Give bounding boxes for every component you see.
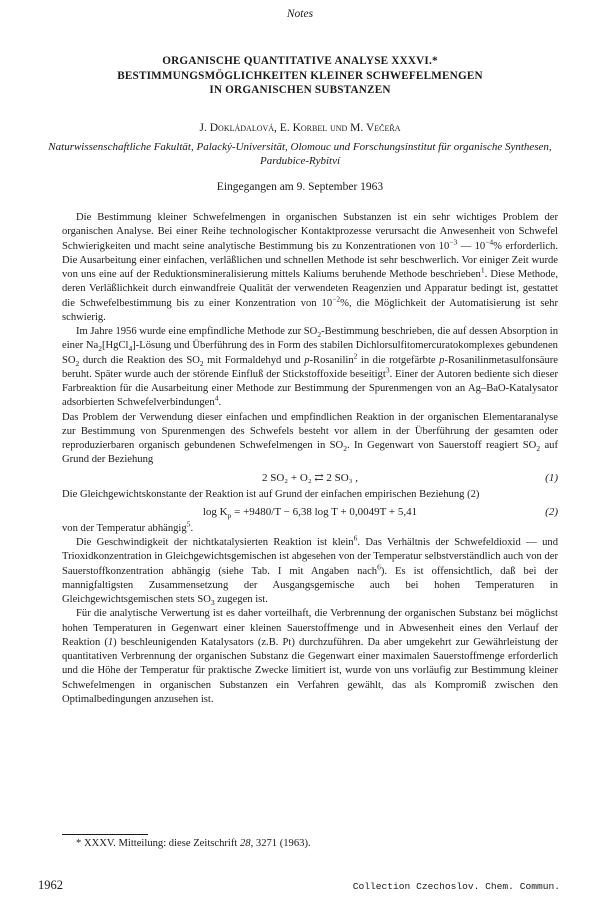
- reference-mark: 4: [214, 393, 219, 403]
- paragraph-4: Die Gleichgewichtskonstante der Reaktion ist auf Grund der einfachen empirischen Beziehung (2): [62, 488, 480, 500]
- paragraph-5: von der Temperatur abhängig$^5$.: [62, 519, 194, 534]
- equation-2-formula: $\log K_p = +9480/T - 6,38$ log T + 0,0049T + 5,41: [202, 505, 418, 520]
- title-line-1: ORGANISCHE QUANTITATIVE ANALYSE XXXVI.*: [162, 55, 438, 67]
- reference-mark: 2: [353, 350, 358, 360]
- reference-mark: 6: [353, 533, 358, 543]
- equation-1: [62, 468, 558, 488]
- title-line-3: IN ORGANISCHEN SUBSTANZEN: [209, 84, 391, 96]
- running-head: Notes: [286, 8, 314, 20]
- equation-2: [62, 502, 558, 522]
- paragraph-1: Die Bestimmung kleiner Schwefelmengen in organischen Substanzen ist ein sehr wichtiges Problem der organischen Analyse. Bei einer Reihe technologischer Kontaktprozesse verursacht die Anwesenheit von Schwefel Schwierigkeiten und macht seine analytische Bestimmung bis zu Konzentrationen von $10^{-3}$ — $10^{-4}\%$ erforderlich. Die Ausarbeitung einer einfachen, verläßlichen und schnellen Methode ist sehr beschwerlich. Vor einiger Zeit wurde von uns eine auf der Reduktionsmineralisierung mittels Kaliums beruhende Methode beschrieben$^1$. Diese Methode, deren Verläßlichkeit durch einwandfreie Qualität der verwendeten Reagenzien und Apparatur bedingt ist, gestattet die Schwefelbestimmung bis zu einer Konzentration von $10^{-2}\%$, die Möglichkeit der Automatisierung ist sehr schwierig.: [62, 212, 559, 323]
- paragraph-7: Für die analytische Verwertung ist es daher vorteilhaft, die Verbrennung der organischen Substanz bei möglichst hohen Temperaturen in Gegenwart einer kleinen Sauerstoffmenge und in Abwesenheit eines den Verlauf der Reaktion (1) beschleunigenden Katalysators (z.B. Pt) durchzuführen. Da aber umgekehrt zur Gewährleistung der quantitativen Verbrennung der organischen Substanz die Gegenwart einer maximalen Sauerstoffmenge erforderlich und die Höhe der Temperatur für praktische Zwecke limitiert ist, wurde von uns vorläufig zur Bestimmung kleiner Schwefelmengen in organischen Substanzen ein Verfahren gewählt, das als Kompromiß zwischen den Optimalbedingungen anzusehen ist.: [62, 608, 558, 705]
- authors: J. Dokládalová, E. Korbel und M. Večeřa: [199, 122, 401, 134]
- reference-mark: 5: [186, 519, 191, 529]
- article-body: [62, 211, 558, 707]
- title-line-2: BESTIMMUNGSMÖGLICHKEITEN KLEINER SCHWEFELMENGEN: [117, 69, 483, 82]
- affiliation: Naturwissenschaftliche Fakultät, Palacký-Universität, Olomouc und Forschungsinstitut für organische Synthesen, Pardubice-Rybitví: [48, 141, 552, 167]
- journal-name: Collection Czechoslov. Chem. Commun.: [352, 881, 560, 892]
- equation-1-formula: 2 SO₂ + O₂ ⇄ 2 SO₃ ,: [262, 471, 358, 484]
- paragraph-2: Im Jahre 1956 wurde eine empfindliche Methode zur $SO_2$-Bestimmung beschrieben, die auf dessen Absorption in einer $Na_2[HgCl_4]$-Lösung und Überführung des in Form des stabilen Dichlorsulfitomercuratokomplexes gebundenen $SO_2$ durch die Reaktion des $SO_2$ mit Formaldehyd und p-Rosanilin$^2$ in die rotgefärbte p-Rosanilinmetasulfonsäure beruht. Später wurde auch der störende Einfluß der Stickstoffoxide beseitigt$^3$. Einer der Autoren bediente sich dieser Farbreaktion für die Ausarbeitung einer Methode zur Bestimmung der Spurenmengen von an Ag–BaO-Katalysator adsorbierten Schwefelverbindungen$^4$.: [62, 326, 559, 409]
- footnote: * XXXV. Mitteilung: diese Zeitschrift 28, 3271 (1963).: [76, 838, 311, 849]
- equation-1-number: (1): [545, 471, 558, 484]
- footnote-divider: [62, 834, 148, 835]
- reference-mark: 1: [480, 265, 485, 275]
- article-title: [40, 54, 560, 98]
- paragraph-3: Das Problem der Verwendung dieser einfachen und empfindlichen Reaktion in der organischen Elementaranalyse zur Bestimmung von Spurenmengen des Schwefels besteht vor allem in der Überführung der gesamten oder reproduzierbaren organisch gebundenen Schwefelmengen in $SO_2$. In Gegenwart von Sauerstoff reagiert $SO_2$ auf Grund der Beziehung: [62, 411, 558, 466]
- reference-mark: 6: [377, 561, 381, 571]
- reference-mark: 3: [385, 365, 390, 375]
- page-number: 1962: [38, 878, 63, 892]
- equation-2-number: (2): [545, 505, 558, 518]
- paragraph-6: Die Geschwindigkeit der nichtkatalysierten Reaktion ist klein$^6$. Das Verhältnis der Schwefeldioxid — und Trioxidkonzentration in Gleichgewichtsgemischen ist abgesehen von der Temperatur selbstverständlich auch von der Sauerstoffkonzentration abhängig (siehe Tab. I mit Angaben nach$^6$). Es ist offensichtlich, daß bei der mannigfaltigsten Zusammensetzung der Ausgangsgemische auch bei hohen Temperaturen in Gleichgewichtsgemischen stets $SO_3$ zugegen ist.: [62, 533, 558, 608]
- received-date: Eingegangen am 9. September 1963: [216, 181, 384, 193]
